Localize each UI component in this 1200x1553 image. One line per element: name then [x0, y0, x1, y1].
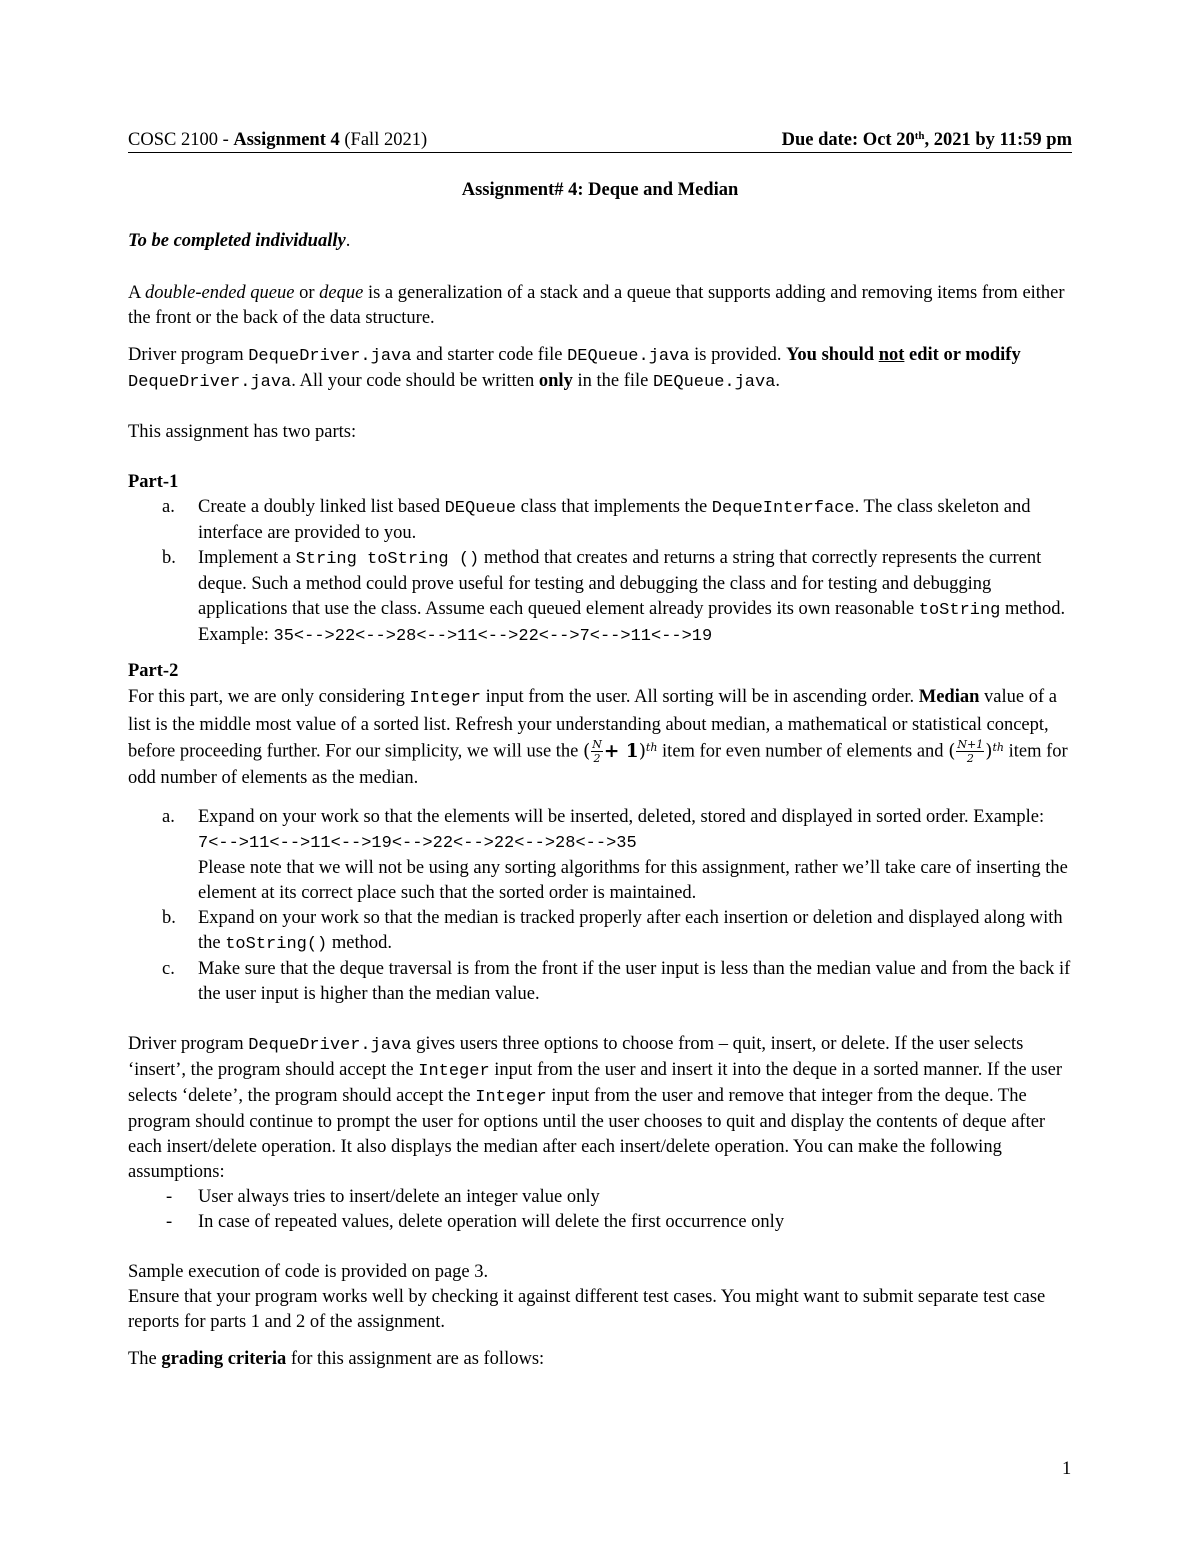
- due-date: Due date: Oct 20th, 2021 by 11:59 pm: [781, 130, 1072, 150]
- list-item: b. Expand on your work so that the median is tracked properly after each insertion or deletion and displayed along with the toString() method.: [162, 908, 1063, 954]
- list-item: a. Create a doubly linked list based DEQueue class that implements the DequeInterface. The class skeleton and interface are provided to you.: [162, 497, 1031, 543]
- part1-heading: Part-1: [128, 472, 179, 492]
- individual-note: To be completed individually.: [128, 231, 351, 251]
- list-item: - In case of repeated values, delete operation will delete the first occurrence only: [166, 1212, 785, 1232]
- ensure-paragraph: Ensure that your program works well by checking it against different test cases. You might want to submit separate test case reports for parts 1 and 2 of the assignment.: [128, 1287, 1046, 1332]
- header-left: COSC 2100 - Assignment 4 (Fall 2021): [128, 130, 428, 150]
- intro-paragraph: A double-ended queue or deque is a generalization of a stack and a queue that supports adding and removing items from either the front or the back of the data structure.: [128, 283, 1065, 328]
- list-item: b. Implement a String toString () method that creates and returns a string that correctly represents the current deque. Such a method could prove useful for testing and debugging the class and for testing and debugging applications that use the class. Assume each queued element already provides its own reasonable toString method. Example: 35<-->22<-->28<-->11<-->22<-->7<-->11<-->19: [162, 548, 1066, 646]
- list-item: c. Make sure that the deque traversal is from the front if the user input is less than the median value and from the back if the user input is higher than the median value.: [162, 959, 1071, 1004]
- part2-heading: Part-2: [128, 661, 179, 681]
- assumptions-list: [128, 1185, 1072, 1235]
- list-item: - User always tries to insert/delete an integer value only: [166, 1187, 600, 1207]
- part2-list: [128, 805, 1072, 1007]
- median-formula-even: ( $\frac{N}{2}$ + 1)$^{th}$: [583, 738, 658, 765]
- two-parts-line: This assignment has two parts:: [128, 422, 357, 442]
- grading-line: The grading criteria for this assignment are as follows:: [128, 1349, 545, 1369]
- page-header: [128, 129, 1072, 153]
- driver-options-paragraph: Driver program DequeDriver.java gives users three options to choose from – quit, insert, or delete. If the user selects ‘insert’, the program should accept the Integer input from the user and insert it into the deque in a sorted manner. If the user selects ‘delete’, the program should accept the Integer input from the user and remove that integer from the deque. The program should continue to prompt the user for options until the user chooses to quit and display the contents of deque after each insert/delete operation. It also displays the median after each insert/delete operation. You can make the following assumptions:: [128, 1034, 1062, 1182]
- part1-list: [128, 495, 1072, 649]
- median-formula-odd: ( $\frac{N+1}{2}$ )$^{th}$: [948, 738, 1004, 765]
- list-item: a. Expand on your work so that the elements will be inserted, deleted, stored and displayed in sorted order. Example: 7<-->11<-->11<-->19<-->22<-->22<-->28<-->35 Please note that we will not be using any sorting algorithms for this assignment, rather we’ll take care of inserting the element at its correct place such that the sorted order is maintained.: [162, 807, 1068, 903]
- page-content: [128, 129, 1072, 1372]
- driver-paragraph: Driver program DequeDriver.java and starter code file DEQueue.java is provided. You should not edit or modify DequeDriver.java. All your code should be written only in the file DEQueue.java.: [128, 345, 1021, 392]
- doc-title: Assignment# 4: Deque and Median: [461, 180, 739, 200]
- sample-note: Sample execution of code is provided on page 3.: [128, 1262, 489, 1282]
- page-number: 1: [1062, 1459, 1072, 1479]
- part2-paragraph: For this part, we are only considering Integer input from the user. All sorting will be in ascending order. Median value of a list is the middle most value of a sorted list. Refresh your understanding about median, a mathematical or statistical concept, before proceeding further. For our simplicity, we will use the ( $\frac{N}{2}$ + 1)$^{th}$ item for even number of elements and ( $\frac{N+1}{2}$ )$^{th}$ item for odd number of elements as the median.: [128, 687, 1068, 788]
